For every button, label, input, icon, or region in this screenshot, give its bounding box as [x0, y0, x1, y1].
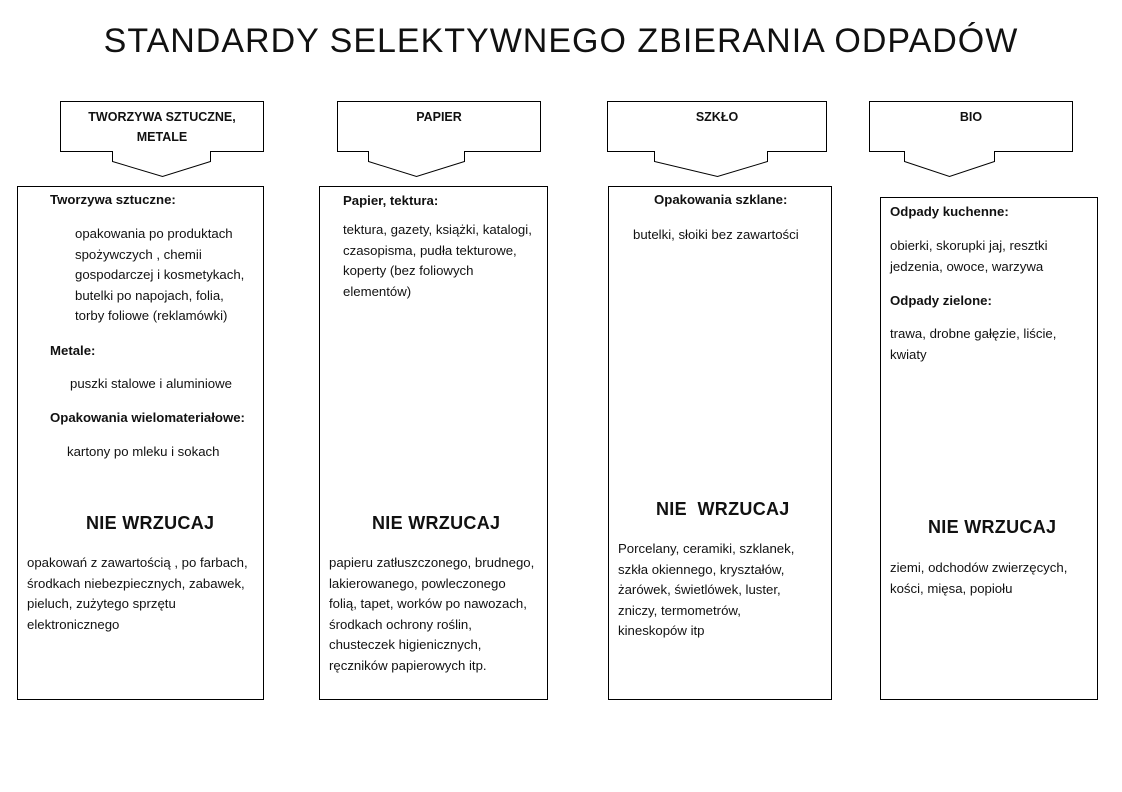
section-items: opakowania po produktach spożywczych , chemii gospodarczej i kosmetykach, butelki po napojach, folia, torby foliowe (reklamówki) [75, 226, 245, 323]
section-heading: Opakowania szklane: [654, 192, 788, 207]
section-items: tektura, gazety, książki, katalogi, czasopisma, pudła tekturowe, koperty (bez foliowych elementów) [343, 222, 532, 299]
section-heading: Opakowania wielomateriałowe: [50, 410, 245, 425]
section-items: butelki, słoiki bez zawartości [633, 227, 799, 242]
section-heading: Papier, tektura: [343, 193, 439, 208]
excluded-items: papieru zatłuszczonego, brudnego, lakierowanego, powleczonego folią, tapet, worków po nawozach, środkach ochrony roślin, chusteczek higienicznych, ręczników papierowych itp. [329, 555, 535, 673]
section-heading: Odpady kuchenne: [890, 204, 1009, 219]
section-heading: Tworzywa sztuczne: [50, 192, 176, 207]
nie-wrzucaj-heading: NIE WRZUCAJ [656, 499, 790, 519]
header-paper: PAPIER [416, 110, 462, 124]
section-heading: Odpady zielone: [890, 293, 992, 308]
section-items: obierki, skorupki jaj, resztki jedzenia, owoce, warzywa [890, 238, 1048, 274]
excluded-items: ziemi, odchodów zwierzęcych, kości, mięsa, popiołu [890, 560, 1068, 596]
excluded-items: opakowań z zawartością , po farbach, środkach niebezpiecznych, zabawek, pieluch, zużytego sprzętu elektronicznego [27, 555, 248, 632]
section-items: kartony po mleku i sokach [67, 444, 220, 459]
page-title: STANDARDY SELEKTYWNEGO ZBIERANIA ODPADÓW [103, 22, 1019, 60]
section-heading: Metale: [50, 343, 96, 358]
header-bio: BIO [959, 110, 983, 124]
nie-wrzucaj-heading: NIE WRZUCAJ [86, 513, 215, 533]
nie-wrzucaj-heading: NIE WRZUCAJ [372, 513, 501, 533]
header-glass: SZKŁO [695, 110, 739, 124]
excluded-items: Porcelany, ceramiki, szklanek, szkła okiennego, kryształów, żarówek, świetlówek, luster, zniczy, termometrów, kineskopów itp [618, 541, 795, 638]
header-plastics-metals: TWORZYWA SZTUCZNE, METALE [88, 110, 236, 144]
section-items: trawa, drobne gałęzie, liście, kwiaty [890, 326, 1057, 362]
section-items: puszki stalowe i aluminiowe [70, 376, 232, 391]
nie-wrzucaj-heading: NIE WRZUCAJ [928, 517, 1057, 537]
